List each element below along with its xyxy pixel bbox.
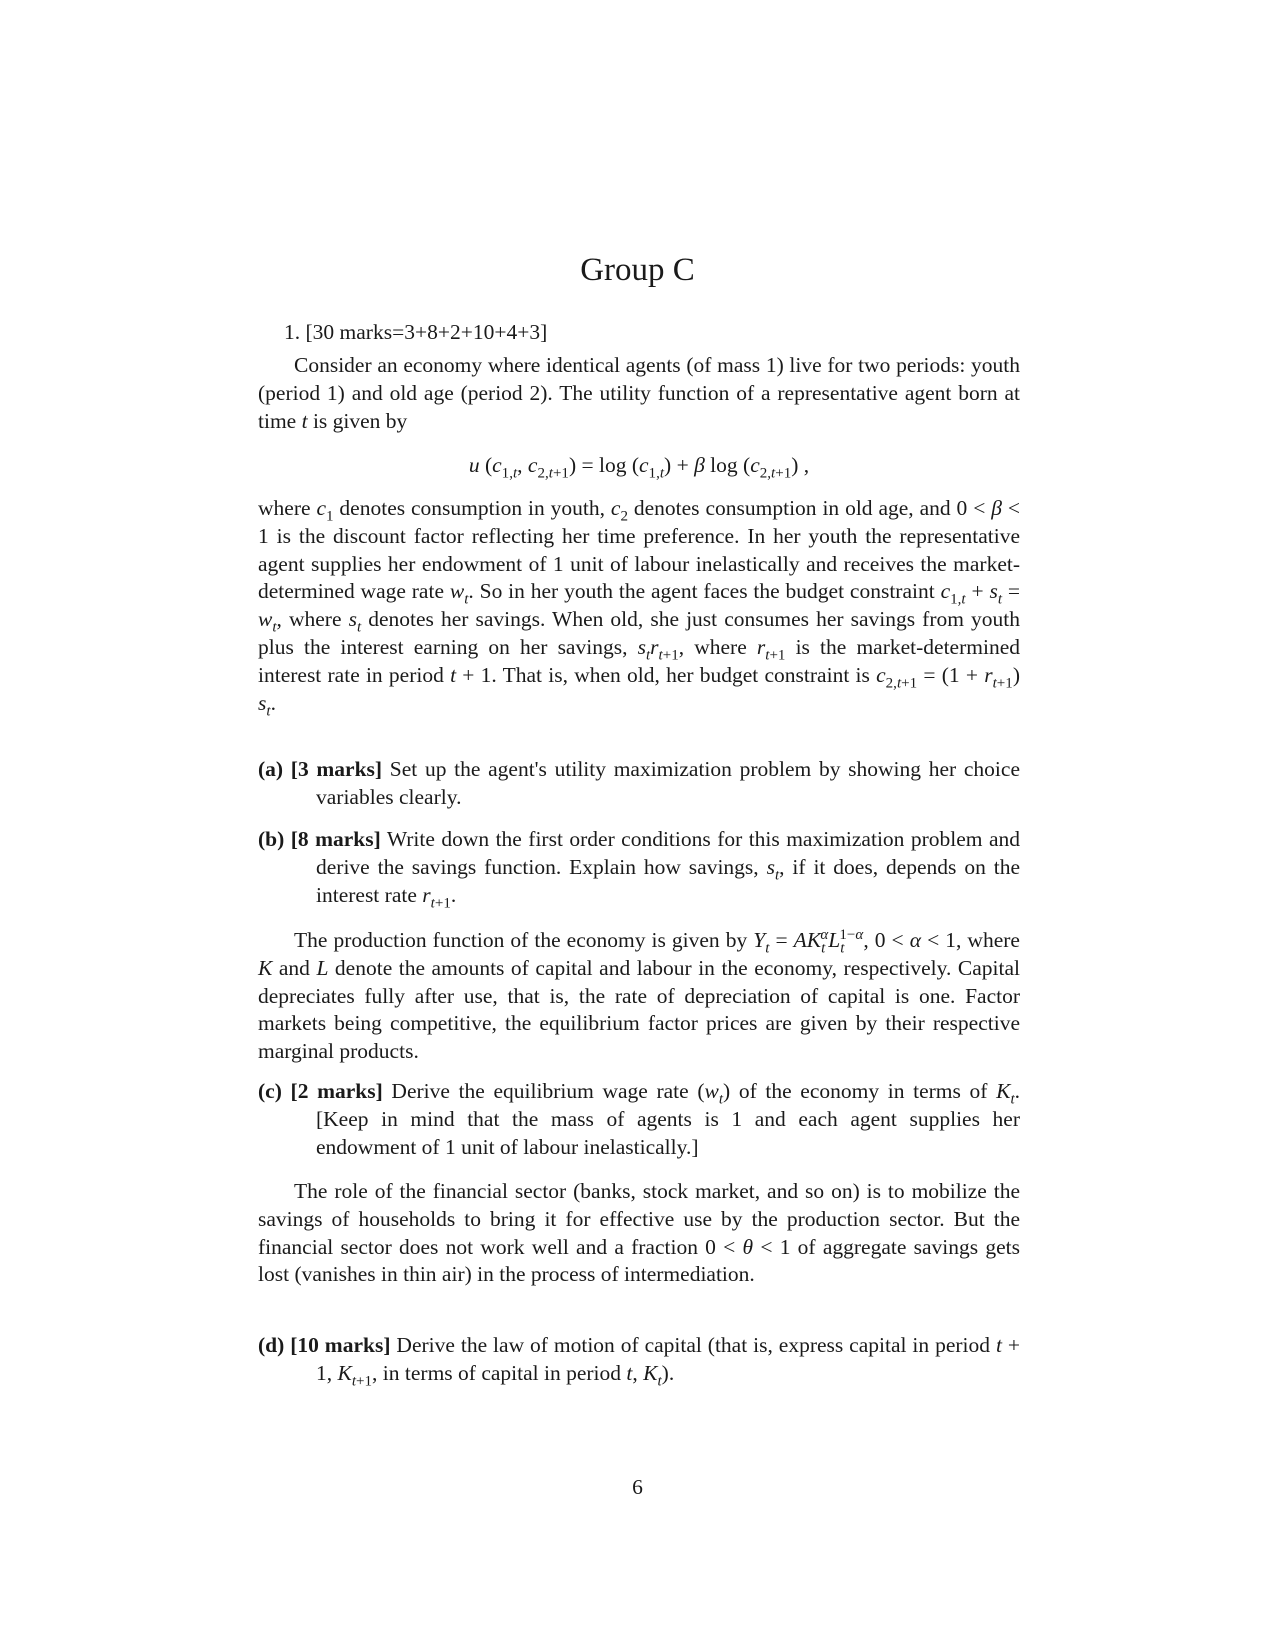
intro-block xyxy=(258,352,1020,435)
part-c-block xyxy=(258,1078,1020,1161)
part-d-block xyxy=(258,1332,1020,1388)
part-c: (c) [2 marks] Derive the equilibrium wage rate $(w_t)$ of the economy in terms of $K_t$. [Keep in mind that the mass of agents is 1 and each agent supplies her endowment of 1 unit of labour inelastically.] xyxy=(258,1079,1020,1159)
financial-block xyxy=(258,1178,1020,1289)
production-paragraph: The production function of the economy is given by $Y_t = AK_t^\alpha L_t^{1-\alpha}$, 0 < α < 1, where K and L denote the amounts of capital and labour in the economy, respectively. Capital depreciates fully after use, that is, the rate of depreciation of capital is one. Factor markets being competitive, the equilibrium factor prices are given by their respective marginal products. xyxy=(258,926,1021,1064)
part-b: (b) [8 marks] Write down the first order conditions for this maximization problem and derive the savings function. Explain how savings, $s_t$, if it does, depends on the interest rate $r_{t+1}$. xyxy=(258,827,1021,911)
intro-paragraph: Consider an economy where identical agents (of mass 1) live for two periods: youth (period 1) and old age (period 2). The utility function of a representative agent born at time t is given by xyxy=(258,353,1020,433)
production-block xyxy=(258,927,1020,1066)
description-block xyxy=(258,495,1020,717)
part-a-block xyxy=(258,756,1020,812)
question-header: 1. [30 marks=3+8+2+10+4+3] xyxy=(284,320,548,344)
utility-equation-block xyxy=(258,452,1020,480)
part-a: (a) [3 marks] Set up the agent's utility maximization problem by showing her choice variables clearly. xyxy=(258,757,1020,809)
description-paragraph: where $c_1$ denotes consumption in youth, $c_2$ denotes consumption in old age, and 0 < β < 1 is the discount factor reflecting her time preference. In her youth the representative agent supplies her endowment of 1 unit of labour inelastically and receives the market-determined wage rate $w_t$. So in her youth the agent faces the budget constraint $c_{1,t} + s_t = w_t$, where $s_t$ denotes her savings. When old, she just consumes her savings from youth plus the interest earning on her savings, $s_tr_{t+1}$, where $r_{t+1}$ is the market-determined interest rate in period t + 1. That is, when old, her budget constraint is $c_{2,t+1} = (1 + r_{t+1})$ $s_t$. xyxy=(258,496,1020,719)
financial-paragraph: The role of the financial sector (banks, stock market, and so on) is to mobilize the savings of households to bring it for effective use by the production sector. But the financial sector does not work well and a fraction 0 < θ < 1 of aggregate savings gets lost (vanishes in thin air) in the process of intermediation. xyxy=(258,1179,1020,1287)
page-title: Group C xyxy=(580,252,695,288)
utility-equation: u ($c_{1,t}$, $c_{2,t+1}) = \log (c_{1,t}) + \beta$ $\log (c_{2,t+1})$ , xyxy=(468,453,810,482)
page-number: 6 xyxy=(632,1475,643,1499)
part-b-block xyxy=(258,826,1020,909)
part-d: (d) [10 marks] Derive the law of motion of capital (that is, express capital in period t + 1, $K_{t+1}$, in terms of capital in period t, $K_t$). xyxy=(258,1333,1020,1390)
